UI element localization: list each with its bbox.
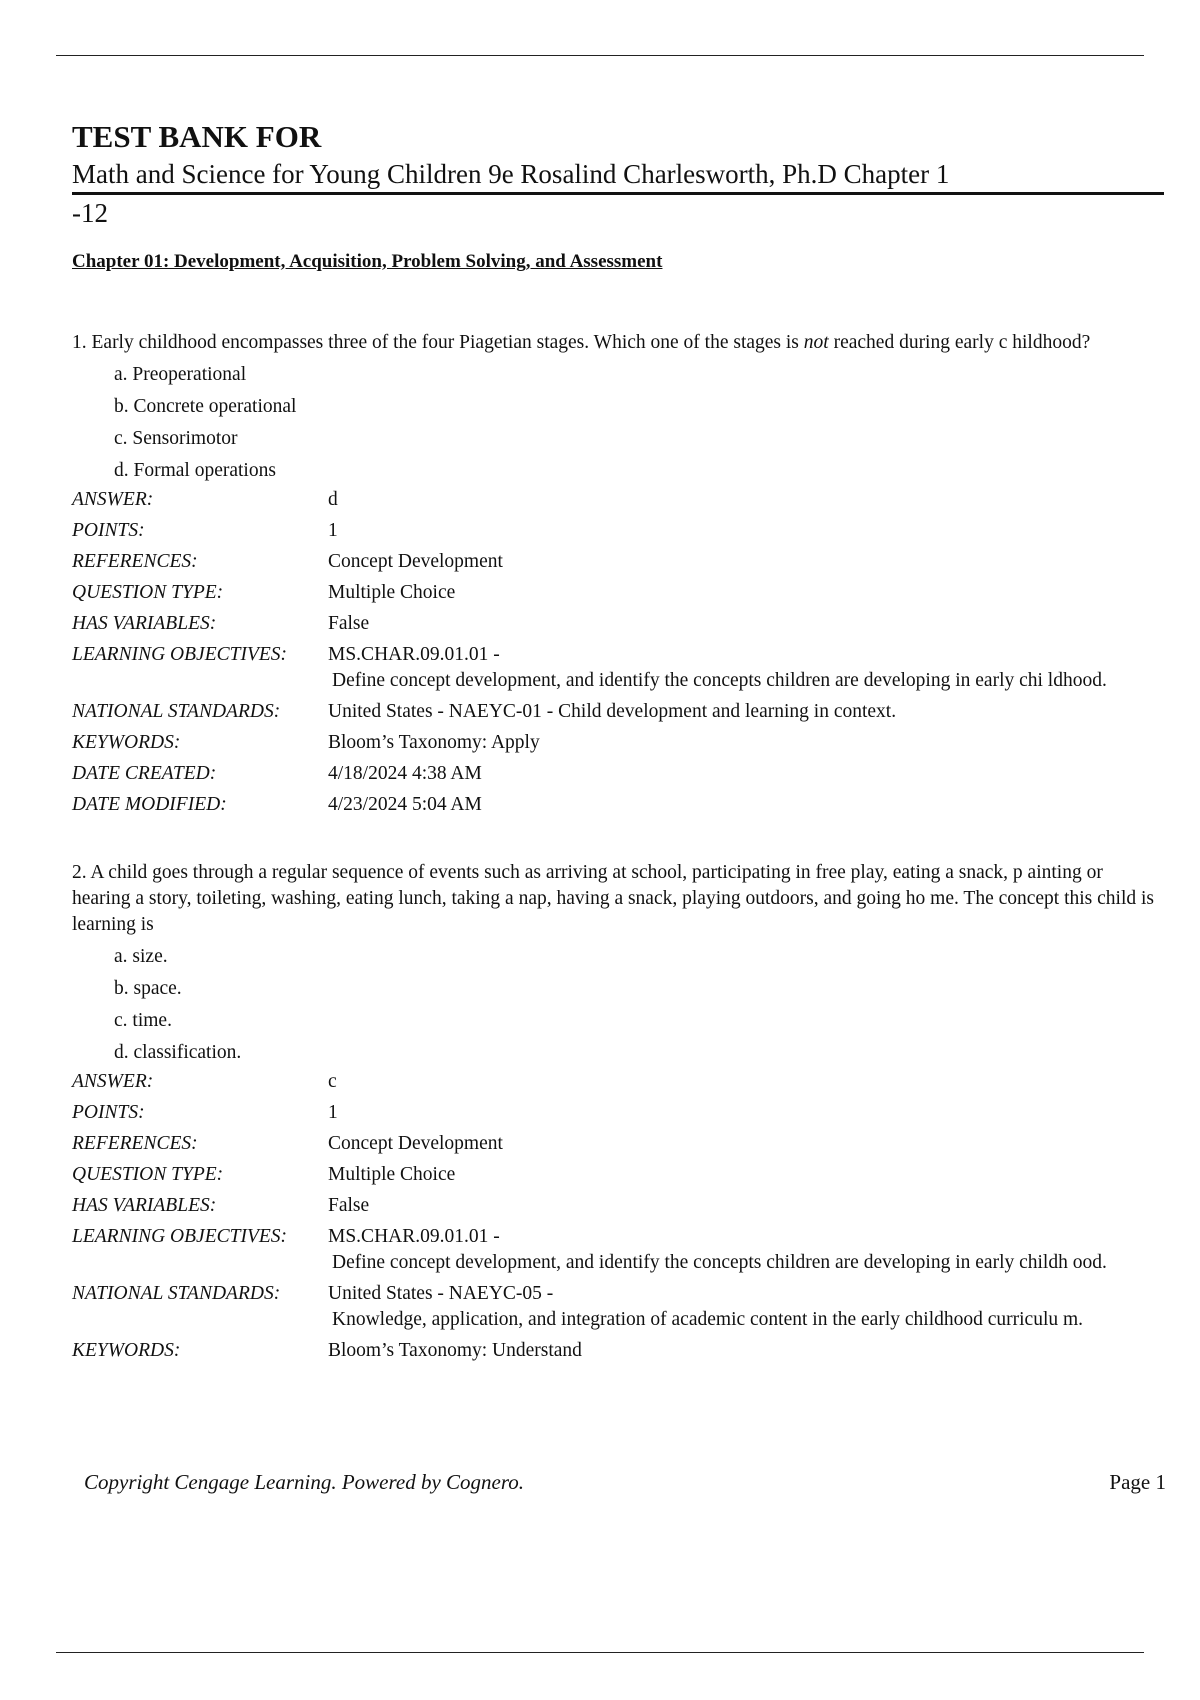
has-variables-row bbox=[72, 1193, 1164, 1219]
national-standards-label: NATIONAL STANDARDS: bbox=[72, 1283, 281, 1304]
date-modified-label: DATE MODIFIED: bbox=[72, 794, 227, 815]
page-footer bbox=[84, 1470, 1166, 1495]
references-value: Concept Development bbox=[328, 1133, 503, 1154]
document-title: TEST BANK FOR bbox=[72, 119, 322, 154]
references-label: REFERENCES: bbox=[72, 1133, 198, 1154]
copyright-notice: Copyright Cengage Learning. Powered by Cognero. bbox=[84, 1470, 524, 1494]
date-created-value: 4/18/2024 4:38 AM bbox=[328, 763, 482, 784]
question-type-label: QUESTION TYPE: bbox=[72, 582, 224, 603]
page-number: Page 1 bbox=[1109, 1470, 1166, 1494]
question-type-row bbox=[72, 1162, 1164, 1188]
question-stem-text-end: reached during early c hildhood? bbox=[828, 332, 1091, 353]
national-standard-text: Knowledge, application, and integration of academic content in the early childhood curriculu m. bbox=[332, 1309, 1084, 1330]
option-c: c. time. bbox=[114, 1010, 172, 1031]
answer-row bbox=[72, 487, 1164, 513]
points-label: POINTS: bbox=[72, 1102, 145, 1123]
has-variables-label: HAS VARIABLES: bbox=[72, 613, 217, 634]
chapter-heading: Chapter 01: Development, Acquisition, Problem Solving, and Assessment bbox=[72, 251, 663, 272]
keywords-row bbox=[72, 730, 1164, 756]
option-d: d. classification. bbox=[114, 1042, 242, 1063]
answer-value: d bbox=[328, 489, 338, 510]
national-standards-row bbox=[72, 699, 1164, 725]
references-value: Concept Development bbox=[328, 551, 503, 572]
learning-objectives-value bbox=[328, 1224, 1158, 1276]
question-metadata bbox=[72, 1069, 1164, 1364]
has-variables-value: False bbox=[328, 1195, 370, 1216]
date-created-row bbox=[72, 761, 1164, 787]
answer-value: c bbox=[328, 1071, 337, 1092]
national-standard-code: United States - NAEYC-05 - bbox=[328, 1283, 554, 1304]
answer-options bbox=[114, 941, 1164, 1069]
option-c: c. Sensorimotor bbox=[114, 428, 238, 449]
national-standards-value bbox=[328, 1281, 1158, 1333]
question-type-label: QUESTION TYPE: bbox=[72, 1164, 224, 1185]
points-row bbox=[72, 518, 1164, 544]
answer-options bbox=[114, 359, 1164, 487]
learning-objective-text: Define concept development, and identify the concepts children are developing in early chi ldhood. bbox=[332, 670, 1107, 691]
question-stem bbox=[72, 330, 1164, 356]
document-subtitle-continued: -12 bbox=[72, 198, 108, 228]
question-type-row bbox=[72, 580, 1164, 606]
keywords-value: Bloom’s Taxonomy: Understand bbox=[328, 1340, 582, 1361]
answer-label: ANSWER: bbox=[72, 1071, 154, 1092]
option-a: a. size. bbox=[114, 946, 168, 967]
option-a: a. Preoperational bbox=[114, 364, 247, 385]
option-d: d. Formal operations bbox=[114, 460, 276, 481]
top-rule bbox=[56, 55, 1144, 56]
references-label: REFERENCES: bbox=[72, 551, 198, 572]
has-variables-value: False bbox=[328, 613, 370, 634]
learning-objectives-label: LEARNING OBJECTIVES: bbox=[72, 1226, 288, 1247]
references-row bbox=[72, 549, 1164, 575]
learning-objectives-label: LEARNING OBJECTIVES: bbox=[72, 644, 288, 665]
learning-objectives-row bbox=[72, 642, 1164, 694]
points-row bbox=[72, 1100, 1164, 1126]
has-variables-row bbox=[72, 611, 1164, 637]
question-stem-emphasis: not bbox=[803, 332, 829, 353]
national-standards-value: United States - NAEYC-01 - Child development and learning in context. bbox=[328, 701, 897, 722]
document-subtitle: Math and Science for Young Children 9e Rosalind Charlesworth, Ph.D Chapter 1 bbox=[72, 156, 1164, 195]
references-row bbox=[72, 1131, 1164, 1157]
national-standards-row bbox=[72, 1281, 1164, 1333]
learning-objective-code: MS.CHAR.09.01.01 - bbox=[328, 1226, 500, 1247]
option-b: b. space. bbox=[114, 978, 182, 999]
has-variables-label: HAS VARIABLES: bbox=[72, 1195, 217, 1216]
answer-row bbox=[72, 1069, 1164, 1095]
learning-objective-text: Define concept development, and identify the concepts children are developing in early childh ood. bbox=[332, 1252, 1107, 1273]
date-modified-value: 4/23/2024 5:04 AM bbox=[328, 794, 482, 815]
question-type-value: Multiple Choice bbox=[328, 582, 456, 603]
question-metadata bbox=[72, 487, 1164, 818]
option-b: b. Concrete operational bbox=[114, 396, 297, 417]
learning-objectives-value bbox=[328, 642, 1158, 694]
document-body bbox=[72, 118, 1164, 1369]
answer-label: ANSWER: bbox=[72, 489, 154, 510]
points-label: POINTS: bbox=[72, 520, 145, 541]
keywords-value: Bloom’s Taxonomy: Apply bbox=[328, 732, 540, 753]
bottom-rule bbox=[56, 1652, 1144, 1653]
question-type-value: Multiple Choice bbox=[328, 1164, 456, 1185]
question-2 bbox=[72, 860, 1164, 1364]
keywords-label: KEYWORDS: bbox=[72, 1340, 181, 1361]
date-modified-row bbox=[72, 792, 1164, 818]
question-1 bbox=[72, 330, 1164, 818]
question-stem: 2. A child goes through a regular sequence of events such as arriving at school, participating in free play, eating a snack, p ainting or hearing a story, toileting, washing, eating lunch, taking a nap, having a snack, playing outdoors, and going ho me. The concept this child is learning is bbox=[72, 862, 1155, 935]
keywords-label: KEYWORDS: bbox=[72, 732, 181, 753]
learning-objectives-row bbox=[72, 1224, 1164, 1276]
national-standards-label: NATIONAL STANDARDS: bbox=[72, 701, 281, 722]
keywords-row bbox=[72, 1338, 1164, 1364]
points-value: 1 bbox=[328, 1102, 338, 1123]
question-stem-text: 1. Early childhood encompasses three of the four Piagetian stages. Which one of the stages is bbox=[72, 332, 804, 353]
date-created-label: DATE CREATED: bbox=[72, 763, 217, 784]
learning-objective-code: MS.CHAR.09.01.01 - bbox=[328, 644, 500, 665]
points-value: 1 bbox=[328, 520, 338, 541]
